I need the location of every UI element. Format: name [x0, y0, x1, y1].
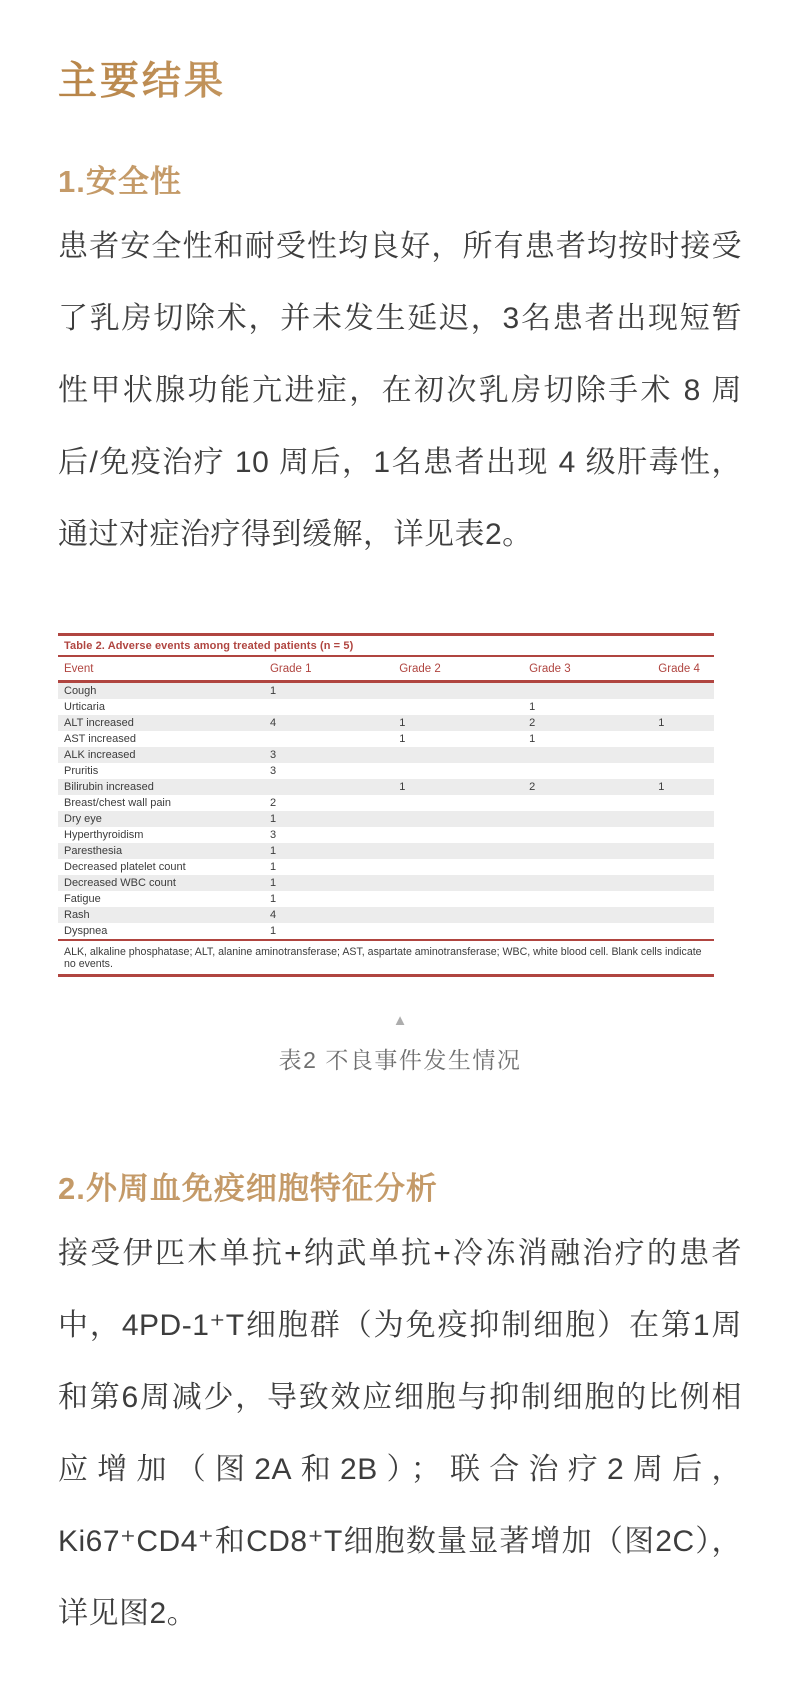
event-cell: Dyspnea	[64, 925, 108, 937]
grade-count-cell: 1	[658, 781, 665, 793]
table-row	[58, 779, 714, 795]
grade-count-cell: 1	[399, 717, 406, 729]
grade-count-cell	[393, 747, 523, 763]
page-title: 主要结果	[58, 50, 742, 106]
table-row	[58, 859, 714, 875]
grade-count-cell	[652, 731, 714, 747]
grade-count-cell	[393, 682, 523, 700]
event-cell: Bilirubin increased	[64, 781, 154, 793]
column-header-grade2: Grade 2	[393, 657, 523, 682]
grade-count-cell: 3	[269, 829, 277, 841]
table-row	[58, 731, 714, 747]
grade-count-cell	[523, 811, 652, 827]
table-row	[58, 827, 714, 843]
event-cell: Decreased platelet count	[64, 861, 186, 873]
grade-count-cell: 1	[269, 813, 277, 825]
column-header-event: Event	[58, 657, 264, 682]
grade-count-cell	[523, 875, 652, 891]
grade-count-cell	[393, 699, 523, 715]
grade-count-cell	[393, 907, 523, 923]
event-cell: ALT increased	[64, 717, 134, 729]
grade-count-cell: 1	[529, 701, 536, 713]
grade-count-cell: 1	[529, 733, 536, 745]
grade-count-cell: 1	[399, 781, 406, 793]
column-header-grade4: Grade 4	[652, 657, 714, 682]
table-row	[58, 875, 714, 891]
table-row	[58, 907, 714, 923]
table-row	[58, 682, 714, 700]
grade-count-cell	[393, 923, 523, 939]
grade-count-cell	[523, 891, 652, 907]
event-cell: Paresthesia	[64, 845, 123, 857]
grade-count-cell	[652, 923, 714, 939]
grade-count-cell: 1	[269, 925, 277, 937]
grade-count-cell	[393, 795, 523, 811]
grade-count-cell	[652, 875, 714, 891]
table-row	[58, 763, 714, 779]
section-2-paragraph: 接受伊匹木单抗+纳武单抗+冷冻消融治疗的患者中，4PD-1⁺T细胞群（为免疫抑制细胞）在第1周和第6周减少，导致效应细胞与抑制细胞的比例相应增加（图2A和2B）；联合治疗2周后，Ki67⁺CD4⁺和CD8⁺T细胞数量显著增加（图2C），详见图2。	[58, 1237, 742, 1630]
grade-count-cell: 2	[269, 797, 277, 809]
grade-count-cell	[652, 747, 714, 763]
table-row	[58, 715, 714, 731]
grade-count-cell	[264, 699, 393, 715]
grade-count-cell: 1	[269, 685, 277, 697]
table-header-row	[58, 657, 714, 682]
table-title: Table 2. Adverse events among treated patients (n = 5)	[58, 633, 714, 657]
table-row	[58, 843, 714, 859]
grade-count-cell	[652, 859, 714, 875]
grade-count-cell	[393, 763, 523, 779]
event-cell: Fatigue	[64, 893, 101, 905]
table-row	[58, 747, 714, 763]
adverse-events-table-figure	[58, 633, 714, 977]
grade-count-cell: 2	[529, 781, 536, 793]
event-cell: ALK increased	[64, 749, 136, 761]
grade-count-cell	[393, 859, 523, 875]
table-footnote: ALK, alkaline phosphatase; ALT, alanine aminotransferase; AST, aspartate aminotransferase; WBC, white blood cell. Blank cells indicate no events.	[58, 939, 714, 977]
table-row	[58, 923, 714, 939]
section-2-heading: 2.外周血免疫细胞特征分析	[58, 1171, 438, 1206]
table-caption: 表2 不良事件发生情况	[278, 1047, 522, 1073]
grade-count-cell	[523, 763, 652, 779]
grade-count-cell	[652, 682, 714, 700]
grade-count-cell	[523, 843, 652, 859]
section-1-paragraph: 患者安全性和耐受性均良好，所有患者均按时接受了乳房切除术，并未发生延迟，3名患者出现短暂性甲状腺功能亢进症，在初次乳房切除手术 8 周后/免疫治疗 10 周后，1名患者出现 4 级肝毒性，通过对症治疗得到缓解，详见表2。	[58, 230, 742, 551]
grade-count-cell	[393, 811, 523, 827]
grade-count-cell	[393, 875, 523, 891]
column-header-grade1: Grade 1	[264, 657, 393, 682]
grade-count-cell	[523, 795, 652, 811]
adverse-events-table	[58, 657, 714, 939]
grade-count-cell	[652, 827, 714, 843]
grade-count-cell	[523, 682, 652, 700]
section-1-heading: 1.安全性	[58, 164, 182, 199]
table-row	[58, 811, 714, 827]
grade-count-cell	[264, 731, 393, 747]
grade-count-cell	[523, 747, 652, 763]
grade-count-cell: 1	[269, 877, 277, 889]
grade-count-cell	[523, 859, 652, 875]
event-cell: AST increased	[64, 733, 136, 745]
event-cell: Breast/chest wall pain	[64, 797, 171, 809]
event-cell: Dry eye	[64, 813, 102, 825]
grade-count-cell	[393, 827, 523, 843]
event-cell: Rash	[64, 909, 90, 921]
adverse-events-table-body	[58, 682, 714, 940]
event-cell: Pruritis	[64, 765, 99, 777]
grade-count-cell: 2	[529, 717, 536, 729]
event-cell: Decreased WBC count	[64, 877, 176, 889]
event-cell: Cough	[64, 685, 97, 697]
grade-count-cell	[652, 843, 714, 859]
table-caption-block	[58, 1013, 742, 1075]
grade-count-cell	[652, 699, 714, 715]
grade-count-cell	[652, 811, 714, 827]
event-cell: Urticaria	[64, 701, 105, 713]
grade-count-cell: 3	[269, 749, 277, 761]
grade-count-cell	[652, 795, 714, 811]
grade-count-cell	[652, 763, 714, 779]
table-row	[58, 699, 714, 715]
grade-count-cell	[652, 891, 714, 907]
grade-count-cell: 1	[658, 717, 665, 729]
grade-count-cell: 1	[269, 893, 277, 905]
table-row	[58, 891, 714, 907]
grade-count-cell	[393, 891, 523, 907]
grade-count-cell	[652, 907, 714, 923]
grade-count-cell: 1	[399, 733, 406, 745]
grade-count-cell: 4	[269, 909, 277, 921]
grade-count-cell	[523, 923, 652, 939]
grade-count-cell: 4	[269, 717, 277, 729]
grade-count-cell	[393, 843, 523, 859]
grade-count-cell: 1	[269, 861, 277, 873]
triangle-up-icon: ▲	[392, 1012, 408, 1029]
table-row	[58, 795, 714, 811]
event-cell: Hyperthyroidism	[64, 829, 144, 841]
column-header-grade3: Grade 3	[523, 657, 652, 682]
grade-count-cell	[264, 779, 393, 795]
grade-count-cell	[523, 827, 652, 843]
grade-count-cell	[523, 907, 652, 923]
grade-count-cell: 3	[269, 765, 277, 777]
grade-count-cell: 1	[269, 845, 277, 857]
